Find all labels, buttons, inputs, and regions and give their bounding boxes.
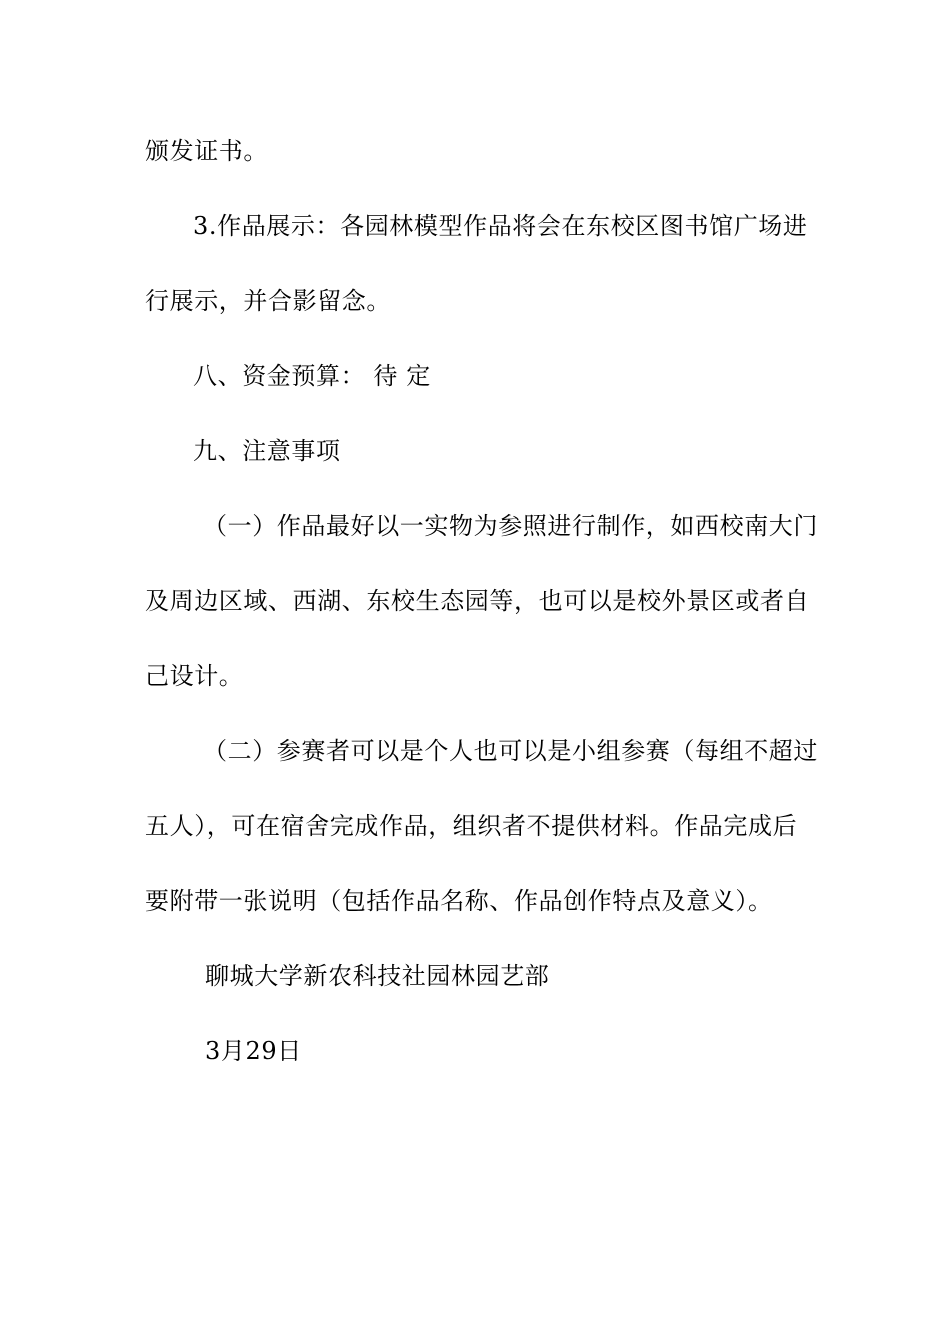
text-line: 颁发证书。	[145, 137, 268, 165]
text-line: 行展示，并合影留念。	[145, 287, 391, 315]
signature-date: 3月29日	[205, 1037, 302, 1065]
text-line: 及周边区域、西湖、东校生态园等，也可以是校外景区或者自	[145, 587, 810, 615]
text-line: （一）作品最好以一实物为参照进行制作，如西校南大门	[203, 512, 818, 540]
text-line: 3.作品展示：各园林模型作品将会在东校区图书馆广场进	[193, 212, 808, 240]
text-line: 己设计。	[145, 662, 244, 690]
signature-organization: 聊城大学新农科技社园林园艺部	[205, 962, 550, 990]
text-line: （二）参赛者可以是个人也可以是小组参赛（每组不超过	[203, 737, 818, 765]
text-line: 要附带一张说明（包括作品名称、作品创作特点及意义）。	[145, 887, 773, 915]
section-heading-notes: 九、注意事项	[193, 437, 341, 465]
section-heading-budget: 八、资金预算： 待 定	[193, 362, 431, 390]
text-line: 五人），可在宿舍完成作品，组织者不提供材料。作品完成后	[145, 812, 798, 840]
